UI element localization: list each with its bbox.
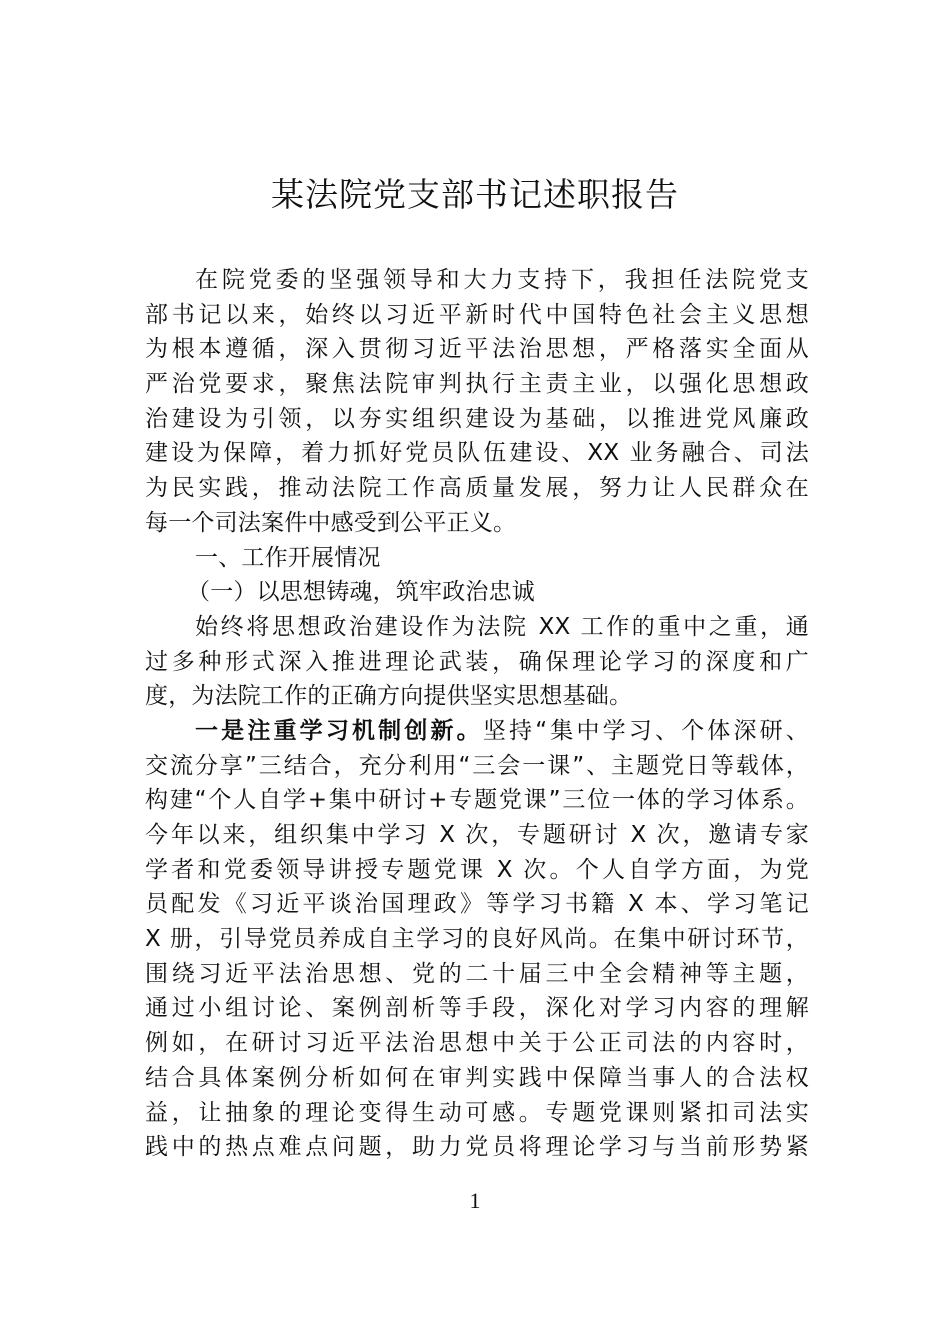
paragraph-line: 结合具体案例分析如何在审判实践中保障当事人的合法权 bbox=[145, 1064, 809, 1091]
paragraph-line: X 册，引导党员养成自主学习的良好风尚。在集中研讨环节， bbox=[145, 926, 809, 953]
intro-line: 为根本遵循，深入贯彻习近平法治思想，严格落实全面从 bbox=[145, 336, 809, 363]
paragraph-line: 围绕习近平法治思想、党的二十届三中全会精神等主题， bbox=[145, 960, 809, 987]
paragraph-line: 度，为法院工作的正确方向提供坚实思想基础。 bbox=[145, 683, 633, 710]
paragraph-line: 践中的热点难点问题，助力党员将理论学习与当前形势紧 bbox=[145, 1134, 809, 1161]
page-number: 1 bbox=[469, 1188, 481, 1213]
section-heading: 一、工作开展情况 bbox=[195, 544, 381, 571]
bold-lead: 一是注重学习机制创新。 bbox=[195, 717, 483, 744]
paragraph-line: 员配发《习近平谈治国理政》等学习书籍 X 本、学习笔记 bbox=[145, 891, 809, 918]
paragraph-line: 益，让抽象的理论变得生动可感。专题党课则紧扣司法实 bbox=[145, 1099, 809, 1126]
intro-line: 严治党要求，聚焦法院审判执行主责主业，以强化思想政 bbox=[145, 371, 809, 398]
paragraph-line: 始终将思想政治建设作为法院 XX 工作的重中之重，通 bbox=[195, 613, 809, 640]
intro-line: 部书记以来，始终以习近平新时代中国特色社会主义思想 bbox=[145, 301, 809, 328]
paragraph-line: 交流分享”三结合，充分利用“三会一课”、主题党日等载体， bbox=[145, 752, 809, 779]
lead-rest: 坚持“集中学习、个体深研、 bbox=[482, 717, 809, 744]
intro-line: 在院党委的坚强领导和大力支持下，我担任法院党支 bbox=[195, 267, 809, 293]
intro-line: 治建设为引领，以夯实组织建设为基础，以推进党风廉政 bbox=[145, 405, 809, 432]
paragraph-line: 例如，在研讨习近平法治思想中关于公正司法的内容时， bbox=[145, 1030, 809, 1057]
paragraph-line bbox=[145, 714, 809, 749]
paragraph-line: 通过小组讨论、案例剖析等手段，深化对学习内容的理解 bbox=[145, 995, 809, 1022]
intro-line: 每一个司法案件中感受到公平正义。 bbox=[145, 509, 517, 536]
paragraph-line: 今年以来，组织集中学习 X 次，专题研讨 X 次，邀请专家 bbox=[145, 822, 809, 848]
document-title: 某法院党支部书记述职报告 bbox=[271, 175, 679, 214]
subsection-heading: （一）以思想铸魂，筑牢政治忠诚 bbox=[187, 579, 535, 606]
intro-line: 建设为保障，着力抓好党员队伍建设、XX 业务融合、司法 bbox=[145, 440, 809, 467]
document-body bbox=[145, 263, 809, 1165]
paragraph-line: 学者和党委领导讲授专题党课 X 次。个人自学方面，为党 bbox=[145, 856, 809, 883]
intro-line: 为民实践，推动法院工作高质量发展，努力让人民群众在 bbox=[145, 475, 809, 502]
paragraph-line: 过多种形式深入推进理论武装，确保理论学习的深度和广 bbox=[145, 648, 809, 675]
paragraph-line: 构建“个人自学+集中研讨+专题党课”三位一体的学习体系。 bbox=[145, 787, 809, 814]
